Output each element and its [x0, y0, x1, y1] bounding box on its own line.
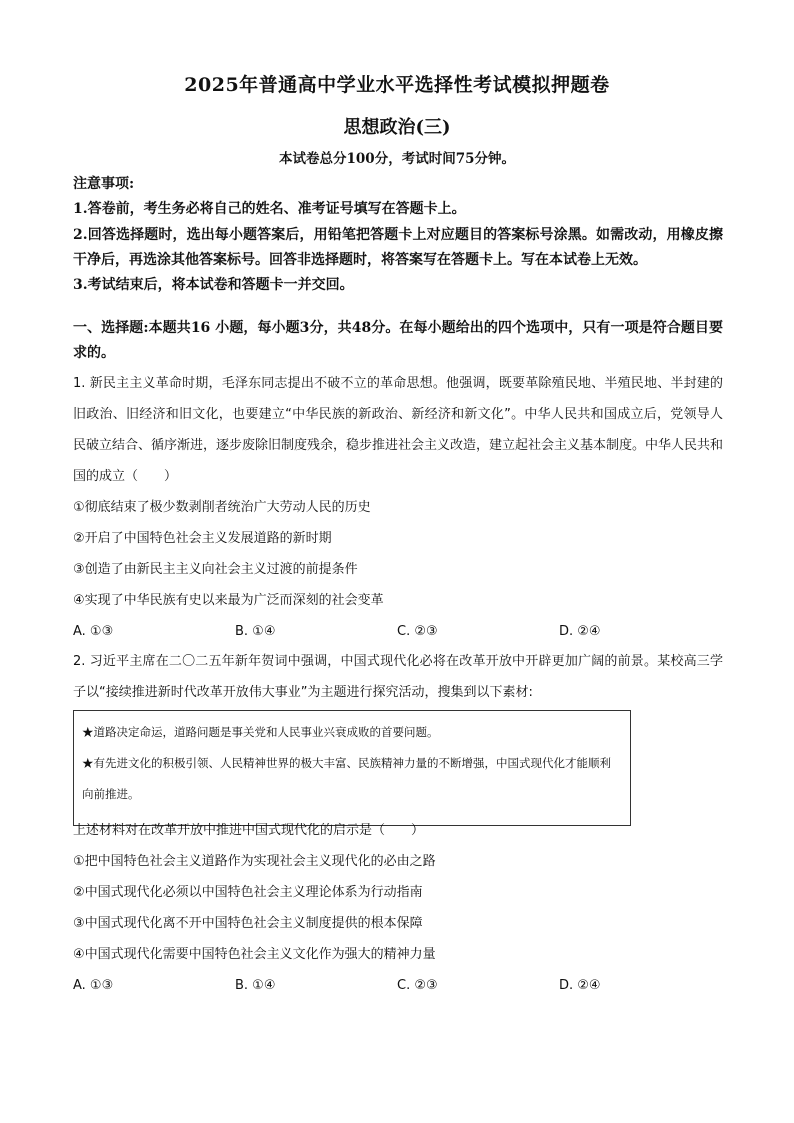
- statement: ③中国式现代化离不开中国特色社会主义制度提供的根本保障: [73, 916, 423, 931]
- question-2: [73, 815, 723, 1001]
- option-b[interactable]: B. ①④: [235, 978, 276, 993]
- section-heading: 一、选择题:本题共16 小题，每小题3分，共48分。在每小题给出的四个选项中，只有一项是符合题目要求的。: [73, 320, 723, 361]
- question-1: [73, 368, 723, 647]
- question-prompt: 上述材料对在改革开放中推进中国式现代化的启示是（ ）: [73, 823, 425, 838]
- statement: ①彻底结束了极少数剥削者统治广大劳动人民的历史: [73, 500, 371, 515]
- statement: ④中国式现代化需要中国特色社会主义文化作为强大的精神力量: [73, 947, 436, 962]
- option-c[interactable]: C. ②③: [397, 978, 438, 993]
- notes-item: 3.考试结束后，将本试卷和答题卡一并交回。: [73, 277, 354, 294]
- notes-heading: 注意事项:: [73, 176, 135, 192]
- statement: ①把中国特色社会主义道路作为实现社会主义现代化的必由之路: [73, 854, 436, 869]
- answer-options: [73, 970, 723, 1001]
- option-d[interactable]: D. ②④: [559, 624, 601, 639]
- statement: ②开启了中国特色社会主义发展道路的新时期: [73, 531, 332, 546]
- statement: ③创造了由新民主主义向社会主义过渡的前提条件: [73, 562, 358, 577]
- question-stem: 1. 新民主主义革命时期，毛泽东同志提出不破不立的革命思想。他强调，既要革除殖民地、半殖民地、半封建的旧政治、旧经济和旧文化，也要建立“中华民族的新政治、新经济和新文化”。中华人民共和国成立后，党领导人民破立结合、循序渐进，逐步废除旧制度残余，稳步推进社会主义改造，建立起社会主义基本制度。中华人民共和国的成立（ ）: [73, 376, 724, 484]
- statement: ②中国式现代化必须以中国特色社会主义理论体系为行动指南: [73, 885, 423, 900]
- material-item: ★有先进文化的积极引领、人民精神世界的极大丰富、民族精神力量的不断增强，中国式现代化才能顺利向前推进。: [82, 756, 611, 801]
- option-a[interactable]: A. ①③: [73, 978, 114, 993]
- statement: ④实现了中华民族有史以来最为广泛而深刻的社会变革: [73, 593, 384, 608]
- option-d[interactable]: D. ②④: [559, 978, 601, 993]
- notes-item: 1.答卷前，考生务必将自己的姓名、准考证号填写在答题卡上。: [73, 201, 466, 218]
- page-subtitle: 思想政治(三): [343, 117, 451, 138]
- page-title: 2025年普通高中学业水平选择性考试模拟押题卷: [184, 74, 610, 96]
- notes-item: 2.回答选择题时，选出每小题答案后，用铅笔把答题卡上对应题目的答案标号涂黑。如需改动，用橡皮擦干净后，再选涂其他答案标号。回答非选择题时，将答案写在答题卡上。写在本试卷上无效。: [73, 226, 723, 268]
- question-2-stem: 2. 习近平主席在二〇二五年新年贺词中强调，中国式现代化必将在改革开放中开辟更加广阔的前景。某校高三学子以“接续推进新时代改革开放伟大事业”为主题进行探究活动，搜集到以下素材:: [73, 654, 723, 700]
- option-b[interactable]: B. ①④: [235, 624, 276, 639]
- exam-info: 本试卷总分100分，考试时间75分钟。: [279, 151, 515, 167]
- option-c[interactable]: C. ②③: [397, 624, 438, 639]
- material-item: ★道路决定命运，道路问题是事关党和人民事业兴衰成败的首要问题。: [82, 725, 439, 739]
- notes-block: [73, 172, 723, 298]
- option-a[interactable]: A. ①③: [73, 624, 114, 639]
- answer-options: [73, 616, 723, 647]
- material-box: [73, 710, 631, 826]
